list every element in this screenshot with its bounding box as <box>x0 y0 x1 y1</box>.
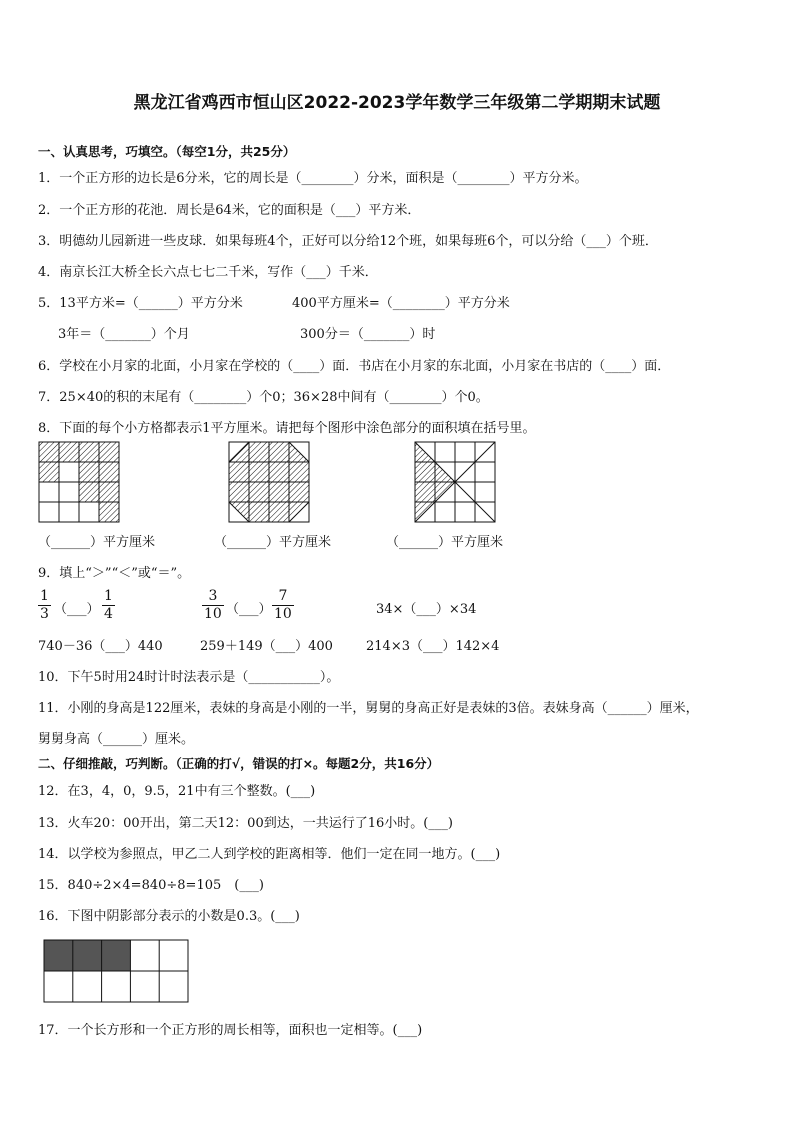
figure-8-2 <box>228 441 310 523</box>
question-8: 8．下面的每个小方格都表示1平方厘米。请把每个图形中涂色部分的面积填在括号里。 <box>38 421 536 436</box>
question-5-a: 5．13平方米=（______）平方分米 <box>38 296 243 311</box>
question-16: 16．下图中阴影部分表示的小数是0.3。(___) <box>38 909 300 924</box>
question-1: 1．一个正方形的边长是6分米，它的周长是（________）分米，面积是（________）平方分米。 <box>38 171 588 186</box>
question-5-d: 300分＝（_______）时 <box>300 327 436 342</box>
question-13: 13．火车20：00开出，第二天12：00到达，一共运行了16小时。(___) <box>38 816 453 831</box>
shaded-cell <box>44 940 73 971</box>
question-2: 2．一个正方形的花池．周长是64米，它的面积是（___）平方米． <box>38 203 421 218</box>
question-15: 15．840÷2×4=840÷8=105 (___) <box>38 878 264 893</box>
figure-8-3 <box>414 441 496 523</box>
fraction-one-third <box>38 588 51 623</box>
fraction-denominator: 10 <box>274 606 292 622</box>
shaded-cell <box>102 940 131 971</box>
question-11-line-1: 11．小刚的身高是122厘米，表妹的身高是小刚的一半，舅舅的身高正好是表妹的3倍。表妹身高（______）厘米， <box>38 701 699 716</box>
fraction-numerator: 3 <box>208 588 218 604</box>
compare-blank: （___） <box>54 602 100 617</box>
question-9-r2b: 259＋149（___）400 <box>200 639 333 654</box>
fraction-denominator: 3 <box>40 606 49 622</box>
question-5-b: 400平方厘米=（________）平方分米 <box>292 296 510 311</box>
question-14: 14．以学校为参照点，甲乙二人到学校的距离相等．他们一定在同一地方。(___) <box>38 847 501 862</box>
question-3: 3．明德幼儿园新进一些皮球．如果每班4个，正好可以分给12个班，如果每班6个，可以分给（___）个班． <box>38 234 658 249</box>
fraction-numerator: 7 <box>278 588 288 604</box>
figure-8-1 <box>38 441 120 523</box>
fraction-three-tenths <box>202 588 224 623</box>
question-17: 17．一个长方形和一个正方形的周长相等，面积也一定相等。(___) <box>38 1023 423 1038</box>
page-title: 黑龙江省鸡西市恒山区2022-2023学年数学三年级第二学期期末试题 <box>133 93 661 113</box>
fraction-denominator: 4 <box>104 606 113 622</box>
figure-8-1-answer: （______）平方厘米 <box>38 535 156 550</box>
figure-16 <box>43 939 189 1003</box>
question-9-c3: 34×（___）×34 <box>376 602 477 617</box>
question-5-c: 3年＝（_______）个月 <box>58 327 190 342</box>
question-9-r2c: 214×3（___）142×4 <box>366 639 500 654</box>
fraction-seven-tenths <box>272 588 294 623</box>
compare-blank: （___） <box>226 602 272 617</box>
question-4: 4．南京长江大桥全长六点七七二千米，写作（___）千米． <box>38 265 378 280</box>
question-9: 9．填上“＞”“＜”或“＝”。 <box>38 566 191 581</box>
figure-8-3-answer: （______）平方厘米 <box>386 535 504 550</box>
fraction-numerator: 1 <box>40 588 49 604</box>
figure-8-2-answer: （______）平方厘米 <box>214 535 332 550</box>
question-11-line-2: 舅舅身高（______）厘米。 <box>38 732 195 747</box>
question-6: 6．学校在小月家的北面，小月家在学校的（____）面．书店在小月家的东北面，小月家在书店的（____）面． <box>38 359 671 374</box>
section-1-heading: 一、认真思考，巧填空。（每空1分，共25分） <box>38 144 296 159</box>
fraction-denominator: 10 <box>204 606 222 622</box>
fraction-one-fourth <box>102 588 115 623</box>
shaded-cell <box>73 940 102 971</box>
question-9-r2a: 740－36（___）440 <box>38 639 163 654</box>
question-7: 7．25×40的积的末尾有（________）个0；36×28中间有（________）个0。 <box>38 390 489 405</box>
section-2-heading: 二、仔细推敲，巧判断。（正确的打√，错误的打×。每题2分，共16分） <box>38 756 440 771</box>
question-10: 10．下午5时用24时计时法表示是（___________）。 <box>38 670 340 685</box>
question-12: 12．在3，4，0，9.5，21中有三个整数。(___) <box>38 784 316 799</box>
fraction-numerator: 1 <box>104 588 113 604</box>
